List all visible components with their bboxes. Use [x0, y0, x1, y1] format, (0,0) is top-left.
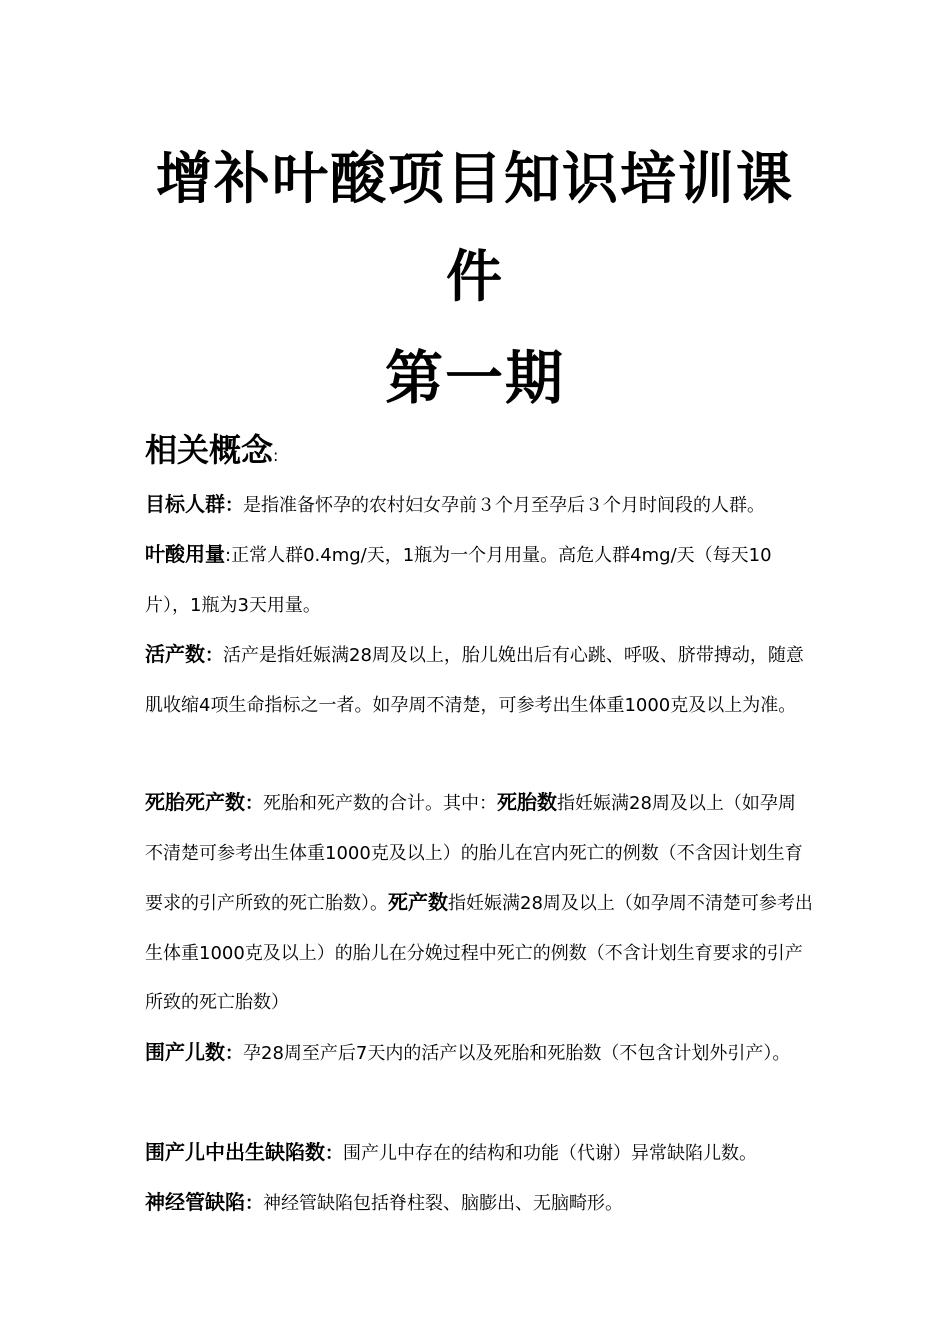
definition-text: 指妊娠满28周及以上（如孕周不清楚可参考出生体重1000克及以上）的胎儿在宫内死亡的例数（不含因计划生育要求的引产所致的死亡胎数）。 — [145, 793, 803, 915]
definition-neural-tube-defects — [145, 1178, 813, 1229]
definition-separator: : — [225, 545, 232, 566]
definition-term: 围产儿数 — [145, 1040, 225, 1064]
definition-text: 死胎和死产数的合计。其中： — [263, 793, 497, 814]
definition-term: 叶酸用量 — [145, 542, 225, 566]
definition-text: 指妊娠满28周及以上（如孕周不清楚可参考出生体重1000克及以上）的胎儿在分娩过程中死亡的例数（不含计划生育要求的引产所致的死亡胎数） — [145, 893, 813, 1014]
section-heading-text: 相关概念 — [145, 431, 274, 469]
definition-separator: ： — [205, 645, 223, 666]
definition-term: 神经管缺陷 — [145, 1190, 245, 1214]
definition-separator: ： — [245, 1193, 263, 1214]
definition-target-population — [145, 480, 813, 531]
document-title-line-2: 件 — [446, 245, 504, 310]
definition-separator: ： — [325, 1143, 343, 1164]
document-title-line-1: 增补叶酸项目知识培训课 — [156, 147, 794, 212]
definition-text: 活产是指妊娠满28周及以上，胎儿娩出后有心跳、呼吸、脐带搏动，随意肌收缩4项生命指标之一者。如孕周不清楚，可参考出生体重1000克及以上为准。 — [145, 645, 804, 716]
definition-folic-acid-dosage — [145, 530, 813, 630]
definition-separator: ： — [245, 793, 263, 814]
definition-text: 是指准备怀孕的农村妇女孕前３个月至孕后３个月时间段的人群。 — [243, 495, 765, 516]
definition-perinatal-count — [145, 1028, 813, 1079]
definition-separator: ： — [225, 495, 243, 516]
definition-term: 围产儿中出生缺陷数 — [145, 1140, 325, 1164]
definition-text: 神经管缺陷包括脊柱裂、脑膨出、无脑畸形。 — [263, 1193, 623, 1214]
definition-live-births — [145, 630, 813, 730]
definition-text: 围产儿中存在的结构和功能（代谢）异常缺陷儿数。 — [343, 1143, 757, 1164]
section-heading — [145, 428, 278, 478]
definition-stillbirths — [145, 778, 813, 1028]
definition-text: 正常人群0.4mg/天，1瓶为一个月用量。高危人群4mg/天（每天10片），1瓶为3天用量。 — [145, 545, 772, 616]
document-issue-title: 第一期 — [384, 344, 565, 412]
definition-birth-defects — [145, 1128, 813, 1179]
definition-subterm-intrapartum-death: 死产数 — [388, 890, 448, 915]
definition-term: 活产数 — [145, 642, 205, 666]
definition-term: 死胎死产数 — [145, 790, 245, 814]
definition-subterm-fetal-death: 死胎数 — [497, 790, 557, 814]
definition-term: 目标人群 — [145, 492, 225, 516]
definition-text: 孕28周至产后7天内的活产以及死胎和死胎数（不包含计划外引产）。 — [243, 1043, 791, 1064]
definition-separator: ： — [225, 1043, 243, 1064]
section-heading-colon: : — [273, 446, 279, 465]
